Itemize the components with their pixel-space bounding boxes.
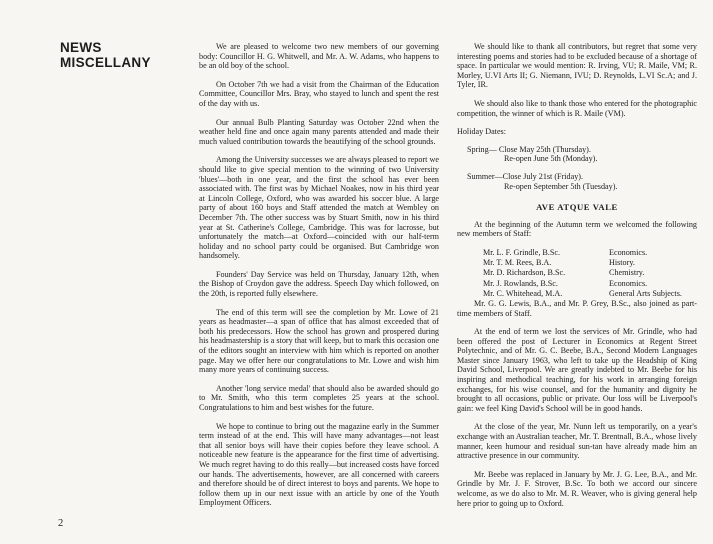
staff-row bbox=[483, 268, 682, 278]
staff-subject: Chemistry. bbox=[609, 268, 645, 278]
staff-row bbox=[483, 258, 682, 268]
paragraph-thanks: We should like to thank all contributors, but regret that some very interesting poems and stories had to be excluded because of a shortage of space. In particular we would mention: R. Irving, VU; R. Maile, VM; R. Morley, U.VI Arts II; G. Niemann, IVU; D. Reynolds, L.VI Sc.A; and J. Tyler, IR. bbox=[457, 42, 697, 90]
paragraph-magazine: We hope to continue to bring out the magazine early in the Summer term instead of at the end. This will have many advantages—not least that all senior boys will have their copies before they leave school. A noticeable new feature is the appearance for the first time of advertising. We much regret having to do this really—but increased costs have forced our hands. The advertisements, however, are all concerned with careers and therefore should be of direct interest to boys and parents. We hope to follow them up in our next issue with an article by one of the Youth Employment Officers. bbox=[199, 421, 439, 508]
heading-line-news: NEWS bbox=[60, 40, 102, 55]
paragraph-replacements: Mr. Beebe was replaced in January by Mr. J. G. Lee, B.A., and Mr. Grindle by Mr. J. F. Strover, B.Sc. To both we accord our sincere welcome, as we do also to Mr. M. R. Weaver, who is giving general help here prior to going up to Oxford. bbox=[457, 469, 697, 508]
paragraph-founders-day: Founders' Day Service was held on Thursday, January 12th, when the Bishop of Croydon gave the address. Speech Day which followed, on the 20th, is reported fully elsewhere. bbox=[199, 269, 439, 299]
summer-close: Summer—Close July 21st (Friday). bbox=[467, 171, 584, 181]
middle-column bbox=[199, 42, 439, 517]
heading-line-miscellany: MISCELLANY bbox=[60, 55, 151, 70]
staff-name: Mr. D. Richardson, B.Sc. bbox=[483, 268, 566, 278]
staff-name: Mr. L. F. Grindle, B.Sc. bbox=[483, 247, 560, 257]
staff-list bbox=[483, 248, 682, 299]
paragraph-chairman-visit: On October 7th we had a visit from the Chairman of the Education Committee, Councillor Mrs. Bray, who stayed to lunch and spent the rest of the day with us. bbox=[199, 79, 439, 108]
paragraph-part-time: Mr. G. G. Lewis, B.A., and Mr. P. Grey, B.Sc., also joined as part-time members of Staff. bbox=[457, 298, 697, 318]
staff-subject: History. bbox=[609, 258, 635, 268]
paragraph-nunn-exchange: At the close of the year, Mr. Nunn left us temporarily, on a year's exchange with an Australian teacher, Mr. T. Brentnall, B.A., whose lively manner, keen humour and residual sun-tan have already made him an attractive presence in our community. bbox=[457, 422, 697, 461]
paragraph-university-blues: Among the University successes we are always pleased to report we should like to give special mention to the winning of two University 'blues'—both in one year, and the first the school has ever been associated with. The first was by Michael Noakes, now in his third year at Lincoln College, Oxford, who was awarded his soccer blue. A large party of about 160 boys and Staff attended the match at Wembley on December 7th. The other success was by Stuart Smith, now in his third year at St. Catherine's College, Cambridge. This was for lacrosse, but unfortunately the match—at Oxford—coincided with our half-term holiday and no school party could be organised. But Cambridge won handsomely. bbox=[199, 155, 439, 261]
paragraph-grindle-beebe: At the end of term we lost the services of Mr. Grindle, who had been offered the post of Lecturer in Economics at Regent Street Polytechnic, and of Mr. G. C. Beebe, B.A., Second Modern Languages Master since January 1963, who left to take up the Headship of King David School, Liverpool. We are greatly indebted to Mr. Beebe for his inspiring and methodical teaching, for his work in arranging foreign exchanges, for his wise counsel, and for the humanity and dignity he brought to all occasions, public or private. Our loss will be Liverpool's gain: we feel King David's School will be in good hands. bbox=[457, 327, 697, 413]
paragraph-long-service: Another 'long service medal' that should also be awarded should go to Mr. Smith, who this term completes 25 years at the school. Congratulations to him and best wishes for the future. bbox=[199, 383, 439, 412]
holiday-dates bbox=[457, 127, 697, 191]
section-title: AVE ATQUE VALE bbox=[536, 202, 618, 213]
summer-reopen: Re-open September 5th (Tuesday). bbox=[504, 181, 618, 191]
page-number: 2 bbox=[58, 518, 64, 529]
spring-reopen: Re-open June 5th (Monday). bbox=[504, 154, 598, 164]
right-column bbox=[457, 42, 697, 517]
staff-row bbox=[483, 289, 682, 299]
spring-close: Spring— Close May 25th (Thursday). bbox=[467, 144, 591, 154]
paragraph-bulb-planting: Our annual Bulb Planting Saturday was October 22nd when the weather held fine and once again many parents attended and made their much valued contribution towards the beautifying of the school grounds. bbox=[199, 117, 439, 146]
staff-subject: General Arts Subjects. bbox=[609, 288, 682, 298]
paragraph-governing-body: We are pleased to welcome two new members of our governing body: Councillor H. G. Whitwell, and Mr. A. W. Adams, who happens to be an old boy of the school. bbox=[199, 42, 439, 71]
staff-subject: Economics. bbox=[609, 278, 648, 288]
summer-dates bbox=[467, 172, 697, 191]
staff-name: Mr. C. Whitehead, M.A. bbox=[483, 288, 563, 298]
staff-row bbox=[483, 279, 682, 289]
staff-subject: Economics. bbox=[609, 247, 648, 257]
holiday-dates-label: Holiday Dates: bbox=[457, 127, 506, 137]
spring-dates bbox=[467, 145, 697, 164]
staff-name: Mr. J. Rowlands, B.Sc. bbox=[483, 278, 558, 288]
paragraph-welcome-staff: At the beginning of the Autumn term we welcomed the following new members of Staff: bbox=[457, 219, 697, 239]
staff-name: Mr. T. M. Rees, B.A. bbox=[483, 258, 552, 268]
paragraph-headmaster: The end of this term will see the completion by Mr. Lowe of 21 years as headmaster—a span of office that has almost exceeded that of both his predecessors. How the school has grown and prospered during his headmastership is a story that will keep, but to mark this occasion one of the editors sought an interview with him which is reported on another page. May we offer here our congratulations to Mr. Lowe and wish him many more years of continuing success. bbox=[199, 307, 439, 375]
staff-row bbox=[483, 248, 682, 258]
paragraph-photo-competition: We should also like to thank those who entered for the photographic competition, the winner of which is R. Maile (VM). bbox=[457, 98, 697, 118]
page-heading bbox=[60, 40, 151, 70]
